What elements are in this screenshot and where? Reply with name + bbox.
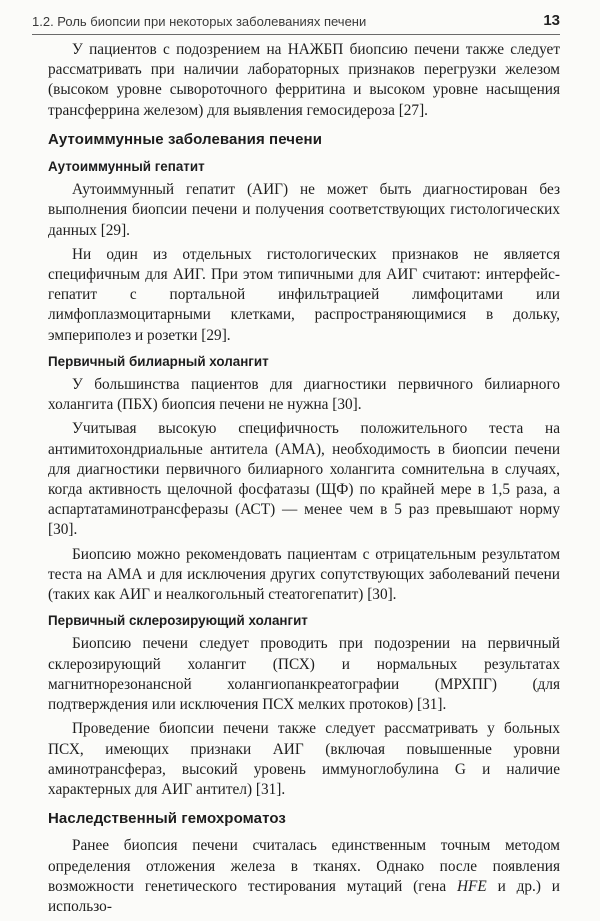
- hemochromatosis-text-start: Ранее биопсия печени считалась единственным точным методом определения отложения железа в тканях. Однако после появления возможности генетического тестирования мутаций (гена: [48, 837, 560, 895]
- aih-paragraph-1: Аутоиммунный гепатит (АИГ) не может быть диагностирован без выполнения биопсии печени и получения соответствующих гистологических данных [29].: [48, 181, 560, 239]
- hemochromatosis-paragraph: [48, 836, 560, 917]
- aih-paragraph-2: Ни один из отдельных гистологических признаков не является специфичным для АИГ. При этом типичными для АИГ считают: интерфейс-гепатит с портальной инфильтрацией лимфоцитами или лимфоплазмоцитарными клетками, распространяющимися в дольку, эмпериполез и розетки [29].: [48, 245, 560, 344]
- pbc-paragraph-2: Учитывая высокую специфичность положительного теста на антимитохондриальные антитела (АМА), необходимость в биопсии печени для диагностики первичного билиарного холангита сомнительна в случаях, когда активность щелочной фосфатазы (ЩФ) по крайней мере в 1,5 раза, а аспартатаминотрансферазы (АСТ) — менее чем в 5 раз превышают норму [30].: [48, 420, 560, 539]
- pbc-paragraph-1: У большинства пациентов для диагностики первичного билиарного холангита (ПБХ) биопсия печени не нужна [30].: [48, 376, 560, 414]
- subsection-title-aih: Аутоиммунный гепатит: [48, 159, 205, 175]
- section-title-autoimmune: Аутоиммунные заболевания печени: [48, 130, 323, 148]
- intro-paragraph: У пациентов с подозрением на НАЖБП биопсию печени также следует рассматривать при наличии лабораторных признаков перегрузки железом (высоком уровне сывороточного ферритина и высоком уровне насыщения трансферрина железом) для выявления гемосидероза [27].: [48, 41, 560, 119]
- gene-name: HFE: [456, 877, 487, 895]
- subsection-title-pbc: Первичный билиарный холангит: [48, 353, 269, 369]
- psc-paragraph-1: Биопсию печени следует проводить при подозрении на первичный склерозирующий холангит (ПСХ) и нормальных результатах магнитнорезонансной холангиопанкреатографии (МРХПГ) (для подтверждения или исключения ПСХ мелких протоков) [31].: [48, 635, 560, 714]
- running-title: 1.2. Роль биопсии при некоторых заболеваниях печени: [32, 14, 367, 29]
- running-header: [32, 10, 560, 35]
- hemochromatosis-text-end: и др.) и использо-: [48, 877, 560, 915]
- subsection-title-psc: Первичный склерозирующий холангит: [48, 613, 308, 629]
- page-number: 13: [543, 12, 560, 29]
- page-body: [48, 40, 560, 921]
- pbc-paragraph-3: Биопсию можно рекомендовать пациентам с отрицательным результатом теста на АМА и для исключения других сопутствующих заболеваний печени (таких как АИГ и неалкогольный стеатогепатит) [30].: [48, 545, 560, 604]
- psc-paragraph-2: Проведение биопсии печени также следует рассматривать у больных ПСХ, имеющих признаки АИГ (включая повышенные уровни аминотрансфераз, высокий уровень иммуноглобулина G и наличие характерных для АИГ антител) [31].: [48, 720, 560, 798]
- section-title-hemochromatosis: Наследственный гемохроматоз: [48, 810, 286, 828]
